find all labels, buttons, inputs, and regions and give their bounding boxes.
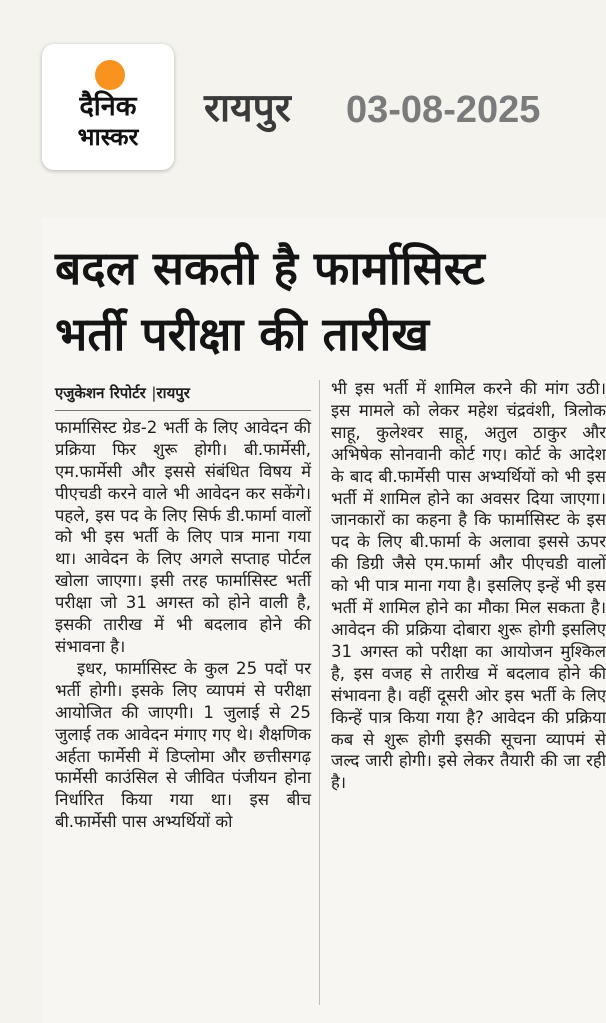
article-column-left — [55, 383, 311, 833]
byline-reporter: एजुकेशन रिपोर्टर — [55, 384, 146, 402]
logo-text-line1: दैनिक — [79, 91, 137, 122]
article-paragraph-2: इधर, फार्मासिस्ट के कुल 25 पदों पर भर्ती होगी। इसके लिए व्यापमं से परीक्षा आयोजित की जाएगी। 1 जुलाई से 25 जुलाई तक आवेदन मंगाए गए थे। शैक्षणिक अर्हता फार्मेसी में डिप्लोमा और छत्तीसगढ़ फार्मेसी काउंसिल से जीवित पंजीयन होना निर्धारित किया गया था। इस बीच बी.फार्मेसी पास अभ्यर्थियों को — [55, 658, 311, 832]
article-paragraph-3: भी इस भर्ती में शामिल करने की मांग उठी। इस मामले को लेकर महेश चंद्रवंशी, त्रिलोक साहू, कुलेश्वर साहू, अतुल ठाकुर और अभिषेक सोनवानी कोर्ट गए। कोर्ट के आदेश के बाद बी.फार्मेसी पास अभ्यर्थियों को भी इस भर्ती में शामिल होने का अवसर दिया जाएगा। जानकारों का कहना है कि फार्मासिस्ट के इस पद के लिए बी.फार्मा के अलावा इससे ऊपर की डिग्री जैसे एम.फार्मा और पीएचडी वालों को भी पात्र माना गया है। इसलिए इन्हें भी इस भर्ती में शामिल होने का मौका मिल सकता है। आवेदन की प्रक्रिया दोबारा शुरू होगी इसलिए 31 अगस्त को परीक्षा का आयोजन मुश्किल है, इस वजह से तारीख में बदलाव होने की संभावना है। वहीं दूसरी ओर इस भर्ती के लिए किन्हें पात्र किया गया है? आवेदन की प्रक्रिया कब से शुरू होगी इसकी सूचना व्यापमं से जल्द जारी होगी। इसे लेकर तैयारी की जा रही है। — [331, 379, 606, 793]
byline-separator: | — [151, 384, 157, 402]
byline-rule — [55, 410, 311, 411]
logo-text-line2: भास्कर — [77, 123, 139, 151]
byline-city: रायपुर — [156, 384, 190, 402]
edition-date: 03-08-2025 — [346, 89, 541, 131]
article-column-right — [331, 378, 606, 794]
logo-sun-icon — [95, 60, 125, 90]
column-divider — [319, 380, 320, 1005]
article-paragraph-1: फार्मासिस्ट ग्रेड-2 भर्ती के लिए आवेदन की प्रक्रिया फिर शुरू होगी। बी.फार्मेसी, एम.फार्मेसी और इससे संबंधित विषय में पीएचडी करने वाले भी आवेदन कर सकेंगे। पहले, इस पद के लिए सिर्फ डी.फार्मा वालों को भी इस भर्ती के लिए पात्र माना गया था। आवेदन के लिए अगले सप्ताह पोर्टल खोला जाएगा। इसी तरह फार्मासिस्ट भर्ती परीक्षा जो 31 अगस्त को होने वाली है, इसकी तारीख में भी बदलाव होने की संभावना है। — [55, 417, 311, 656]
edition-city: रायपुर — [204, 86, 291, 131]
byline — [55, 383, 311, 405]
headline-line-2: भर्ती परीक्षा की तारीख — [55, 307, 429, 361]
headline-line-1: बदल सकती है फार्मासिस्ट — [55, 241, 485, 295]
dainik-bhaskar-logo — [42, 44, 174, 170]
